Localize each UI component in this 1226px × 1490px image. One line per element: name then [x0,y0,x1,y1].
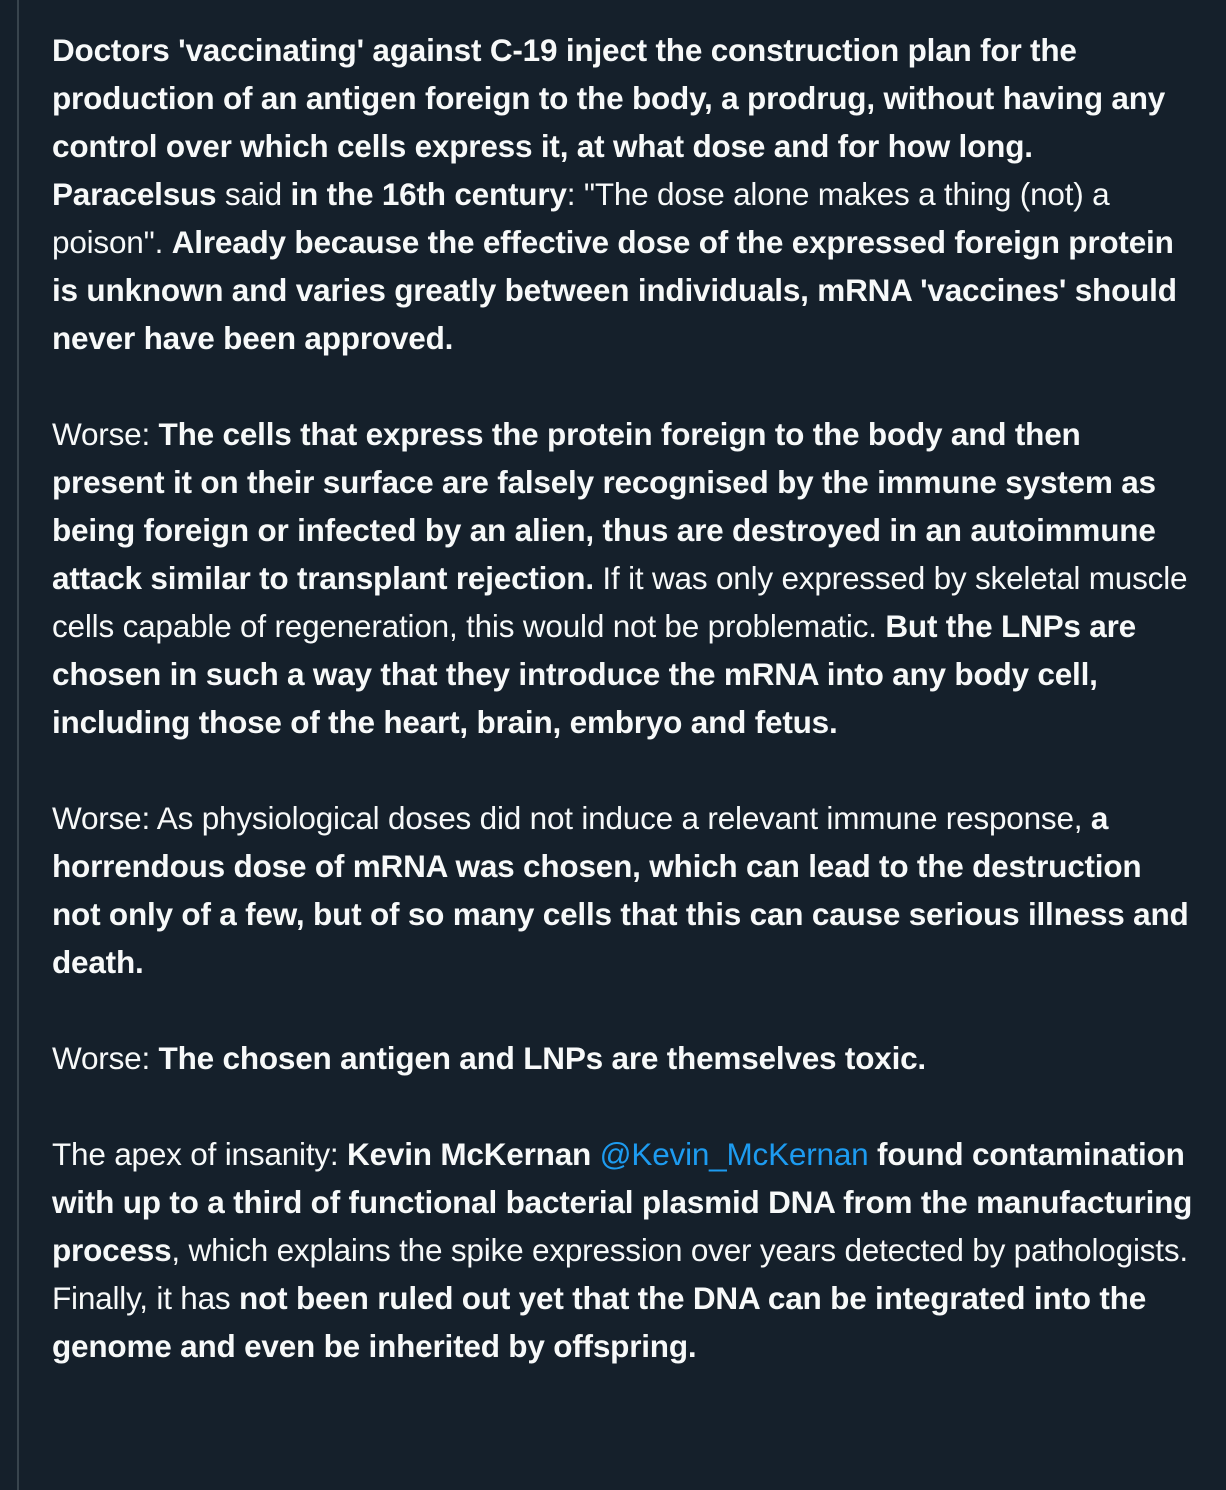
text-segment: found contamination with up to a third of functional bacterial plasmid DNA from the manufacturing process [52,1136,1193,1268]
text-segment: not been ruled out yet that the DNA can be integrated into the genome and even be inherited by offspring. [52,1280,1147,1364]
text-segment: Doctors 'vaccinating' against C-19 inject the construction plan for the production of an antigen foreign to the body, a prodrug, without having any control over which cells express it, at what dose and for how long. Paracelsus [52,32,1166,212]
paragraph-3 [52,794,1197,986]
text-segment: Worse: [52,416,159,452]
text-segment: The cells that express the protein foreign to the body and then present it on their surface are falsely recognised by the immune system as being foreign or infected by an alien, thus are destroyed in an autoimmune attack similar to transplant rejection. [52,416,1156,596]
text-segment: Already because the effective dose of the expressed foreign protein is unknown and varies greatly between individuals, mRNA 'vaccines' should never have been approved. [52,224,1177,356]
mention-link-kevin-mckernan[interactable]: @Kevin_McKernan [599,1136,869,1172]
text-segment: : "The dose alone makes a thing (not) a poison". [52,176,1110,260]
text-segment: a horrendous dose of mRNA was chosen, which can lead to the destruction not only of a few, but of so many cells that this can cause serious illness and death. [52,800,1189,980]
thread-line [17,0,19,1490]
text-segment: said [216,176,291,212]
text-segment: Worse: As physiological doses did not induce a relevant immune response, [52,800,1091,836]
paragraph-5 [52,1130,1197,1370]
paragraph-2 [52,410,1197,746]
text-segment: The chosen antigen and LNPs are themselves toxic. [158,1040,926,1076]
text-segment: in the 16th century [290,176,567,212]
text-segment: , which explains the spike expression over years detected by pathologists. Finally, it has [52,1232,1188,1316]
paragraph-1 [52,26,1197,362]
text-segment: But the LNPs are chosen in such a way that they introduce the mRNA into any body cell, including those of the heart, brain, embryo and fetus. [52,608,1136,740]
tweet-text [52,26,1197,1370]
text-segment: The apex of insanity: [52,1136,348,1172]
text-segment: If it was only expressed by skeletal muscle cells capable of regeneration, this would not be problematic. [52,560,1188,644]
text-segment: Kevin McKernan [347,1136,600,1172]
paragraph-4 [52,1034,1197,1082]
text-segment: Worse: [52,1040,159,1076]
